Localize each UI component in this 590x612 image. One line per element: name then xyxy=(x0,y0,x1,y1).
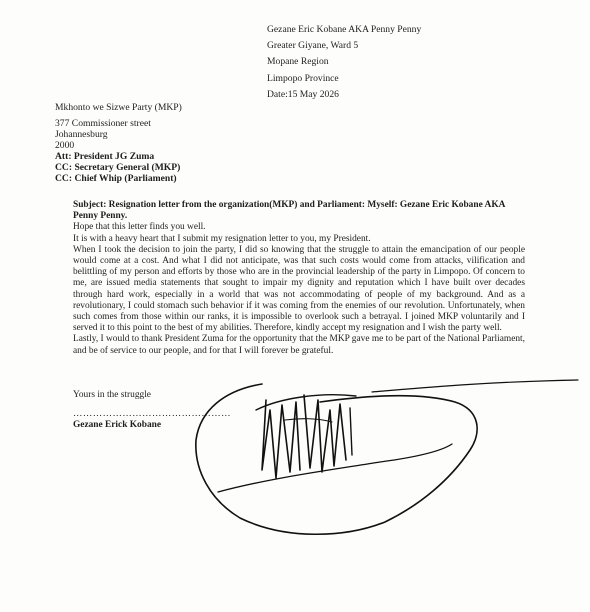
letter-date: Date:15 May 2026 xyxy=(267,88,339,100)
subject-line: Subject: Resignation letter from the organization(MKP) and Parliament: Myself: Gezane Eric Kobane AKA Penny Penny. xyxy=(73,200,505,222)
body-paragraph-1: When I took the decision to join the party, I did so knowing that the struggle to attain the emancipation of our people would come at a cost. And what I did not anticipate, was that such costs would come from attacks, vilification and belittling of my person and efforts by those who are in the provincial leadership of the party in Limpopo. Of concern to me, are issued media statements that sought to impair my dignity and reputation which I have built over decades through hard work, especially in a world that was not accommodating of people of my background. And as a revolutionary, I could stomach such behavior if it was coming from the enemies of our revolution. Unfortunately, when such comes from those within our ranks, it is impossible to overlook such a betrayal. I joined MKP voluntarily and I served it to this point to the best of my abilities. Therefore, kindly accept my resignation and I wish the party well. xyxy=(73,244,525,334)
cc-secretary-general: CC: Secretary General (MKP) xyxy=(55,162,181,173)
recipient-postcode: 2000 xyxy=(55,140,75,151)
sender-area: Greater Giyane, Ward 5 xyxy=(267,40,359,52)
opening-line: It is with a heavy heart that I submit my resignation letter to you, my President. xyxy=(73,233,371,244)
sender-region: Mopane Region xyxy=(267,56,329,68)
signatory-name: Gezane Erick Kobane xyxy=(73,420,162,430)
sender-province: Limpopo Province xyxy=(267,72,339,84)
recipient-party: Mkhonto we Sizwe Party (MKP) xyxy=(55,102,182,113)
signature-dotted-line: ………………………………………… xyxy=(73,409,231,419)
closing-salutation: Yours in the struggle xyxy=(73,390,151,400)
attention-line: Att: President JG Zuma xyxy=(55,151,155,162)
greeting-line: Hope that this letter finds you well. xyxy=(73,222,206,233)
cc-chief-whip: CC: Chief Whip (Parliament) xyxy=(55,173,177,184)
recipient-city: Johannesburg xyxy=(55,129,108,140)
body-paragraph-2: Lastly, I would to thank President Zuma for the opportunity that the MKP gave me to be part of the National Parliament, and be of service to our people, and for that I will forever be grateful. xyxy=(73,334,525,356)
recipient-street: 377 Commissioner street xyxy=(55,118,151,129)
sender-name: Gezane Eric Kobane AKA Penny Penny xyxy=(267,24,422,35)
